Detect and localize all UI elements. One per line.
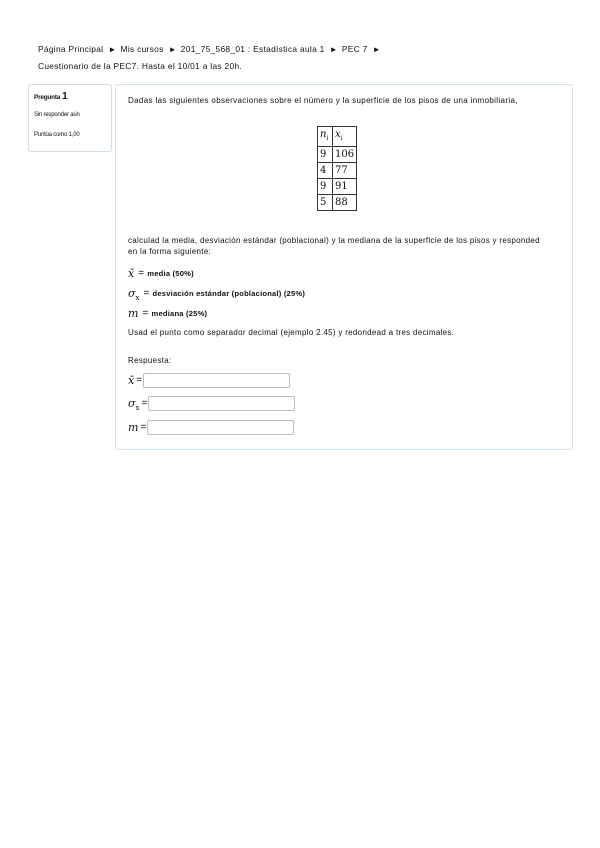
table-cell: 77: [333, 163, 357, 179]
table-cell: 91: [333, 179, 357, 195]
answer-row-mean: x̄ =: [128, 373, 290, 388]
breadcrumb-arrow-icon: ►: [108, 45, 117, 54]
breadcrumb-section[interactable]: PEC 7: [341, 44, 368, 54]
question-state: Sin responder aún: [34, 112, 80, 118]
definition-mean: x̄ = media (50%): [128, 267, 194, 280]
table-row: [318, 163, 357, 179]
table-row: [318, 147, 357, 163]
table-row: [318, 179, 357, 195]
sigma-symbol: $\sigma_x$: [128, 397, 140, 412]
median-symbol: m: [128, 307, 139, 320]
mean-symbol: x̄: [128, 374, 135, 387]
breadcrumb-home[interactable]: Página Principal: [38, 44, 104, 54]
median-input[interactable]: [147, 420, 294, 435]
question-content: [115, 84, 573, 450]
table-cell: 88: [333, 195, 357, 211]
table-header-cell: $n_i$: [318, 127, 333, 147]
question-note: Usad el punto como separador decimal (ejemplo 2.45) y redondead a tres decimales.: [128, 328, 455, 337]
std-input[interactable]: [148, 396, 295, 411]
table-row: [318, 195, 357, 211]
table-header-row: [318, 127, 357, 147]
table-cell: 9: [318, 179, 333, 195]
median-symbol: m: [128, 421, 139, 434]
question-grade: Puntúa como 1,00: [34, 132, 80, 138]
observations-table: [317, 126, 357, 211]
table-header-cell: $x_i$: [333, 127, 357, 147]
mean-symbol: x̄: [128, 267, 135, 280]
answer-label: Respuesta:: [128, 356, 172, 365]
table-cell: 4: [318, 163, 333, 179]
answer-row-std: $\sigma_x$ =: [128, 396, 295, 411]
table-cell: 9: [318, 147, 333, 163]
table-cell: 5: [318, 195, 333, 211]
mean-input[interactable]: [143, 373, 290, 388]
question-intro: Dadas las siguientes observaciones sobre el número y la superficie de los pisos de una inmobiliaria,: [128, 96, 518, 105]
table-cell: 106: [333, 147, 357, 163]
question-instructions: calculad la media, desviación estándar (poblacional) y la mediana de la superficie de los pisos y responded en la forma siguiente:: [128, 236, 540, 256]
question-number: Pregunta 1: [34, 91, 68, 102]
answer-row-median: m =: [128, 420, 294, 435]
breadcrumb-arrow-icon: ►: [372, 45, 381, 54]
breadcrumb-arrow-icon: ►: [329, 45, 338, 54]
breadcrumb-my-courses[interactable]: Mis cursos: [120, 44, 164, 54]
breadcrumb-quiz[interactable]: Cuestionario de la PEC7. Hasta el 10/01 a las 20h.: [38, 61, 243, 71]
definition-median: m = mediana (25%): [128, 307, 208, 320]
definition-std: $\sigma_x$ = desviación estándar (poblacional) (25%): [128, 287, 306, 302]
sigma-symbol: $\sigma_x$: [128, 287, 140, 302]
breadcrumb-arrow-icon: ►: [168, 45, 177, 54]
breadcrumb-course[interactable]: 201_75_568_01 : Estadística aula 1: [180, 44, 325, 54]
question-info-panel: [28, 84, 112, 152]
breadcrumb: [38, 41, 558, 74]
